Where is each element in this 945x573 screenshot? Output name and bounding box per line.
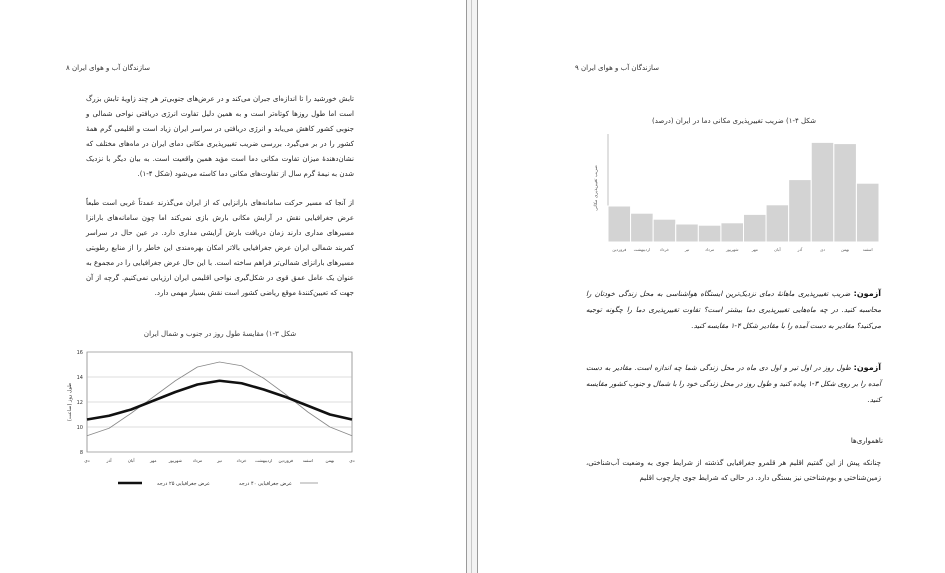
series-line: [87, 362, 352, 436]
activity-text: ضریب تغییرپذیری ماهانهٔ دمای نزدیک‌ترین ایستگاه هواشناسی به محل زندگی خودتان را محاسبه کنید. در چه ماه‌هایی تغییرپذیری دما بیشتر است؟ تفاوت تغییرپذیری دما را چگونه توجیه می‌کنید؟ مقادیر به دست آمده را با مقادیر شکل ۴-۱ مقایسه کنید.: [586, 290, 881, 330]
bar: [608, 206, 631, 242]
x-tick-label: شهریور: [725, 247, 739, 252]
bar: [676, 224, 699, 242]
y-tick-label: 10: [76, 425, 83, 431]
day-length-chart: [60, 340, 370, 505]
y-tick-label: 14: [76, 375, 83, 381]
bar: [811, 142, 834, 242]
x-tick-label: اسفند: [862, 247, 873, 252]
figure-caption: شکل ۳-۱) مقایسهٔ طول روز در جنوب و شمال ایران: [143, 330, 297, 338]
series-line: [87, 381, 352, 420]
activity-label: آزمون:: [853, 289, 881, 298]
bar: [721, 223, 744, 242]
x-tick-label: بهمن: [840, 247, 850, 252]
y-axis-label: ضریب تغییرپذیری مکانی: [594, 165, 599, 211]
x-tick-label: مهر: [150, 458, 157, 463]
x-tick-label: تیر: [684, 247, 690, 252]
x-tick-label: فروردین: [278, 458, 294, 463]
page-header: سازندگان آب و هوای ایران ۹: [575, 64, 659, 72]
x-tick-label: مرداد: [705, 247, 715, 252]
x-tick-label: خرداد: [236, 458, 247, 463]
right-page: [478, 0, 945, 573]
book-gutter: [466, 0, 478, 573]
x-tick-label: خرداد: [659, 247, 670, 252]
activity-label: آزمون:: [853, 363, 881, 372]
x-tick-label: فروردین: [612, 247, 627, 252]
x-tick-label: اردیبهشت: [255, 458, 273, 463]
figure-caption: شکل ۴-۱) ضریب تغییرپذیری مکانی دما در ایران (درصد): [651, 117, 817, 125]
x-tick-label: آبان: [774, 247, 781, 252]
activity-2: [586, 360, 881, 408]
x-tick-label: بهمن: [325, 458, 335, 463]
x-tick-label: اردیبهشت: [633, 247, 651, 252]
bar: [698, 225, 721, 242]
bar: [653, 219, 676, 242]
x-tick-label: آبان: [127, 458, 135, 463]
x-tick-label: آذر: [106, 458, 112, 463]
x-tick-label: دی: [84, 458, 90, 463]
section-subheading: ناهمواری‌ها: [850, 437, 883, 445]
paragraph: از آنجا که مسیر حرکت سامانه‌های بارانزایی که از ایران می‌گذرند عمدتاً غربی است طبعاً عرض جغرافیایی نقش در آرایش مکانی بارش بازی نمی‌کند اما چون سامانه‌های بارانزا مسیرهای مداری دارند زمان دریافت بارش آرایشی مداری دارد. در عین حال در سراسر کمربند شمالی ایران عرض جغرافیایی بالاتر امکان بهره‌مندی این خاطر را از منابع رطوبتی مسیرهای بارانزای شمالی‌تر فراهم ساخته است. با این حال عرض جغرافیایی را در مجموع به عنوان یک عامل عمق قوی در شکل‌گیری نواحی اقلیمی ایران ارزیابی نمی‌کنیم. گرچه از آن جهت که تعیین‌کنندهٔ موقع ریاضی کشور است نقش بسیار مهمی دارد.: [86, 199, 354, 297]
y-axis-label: طول روز (ساعت): [67, 382, 73, 422]
bar: [766, 205, 789, 242]
x-tick-label: مهر: [751, 247, 758, 252]
y-tick-label: 12: [76, 400, 83, 406]
paragraph: تابش خورشید را تا اندازه‌ای جبران می‌کند و در عرض‌های جنوبی‌تر هر چند زاویهٔ تابش بزرگ است اما طول روزها کوتاه‌تر است و به همین دلیل تفاوت انرژی دریافتی نواحی شمالی و جنوبی کشور کاهش می‌یابد و انرژی دریافتی در سراسر ایران زیاد است و اقلیمی گرم همهٔ کشور را در بر می‌گیرد. بررسی ضریب تغییرپذیری مکانی دمای ایران در ماه‌های مختلف که نشان‌دهندهٔ میزان تفاوت مکانی دما است مؤید همین واقعیت است. به بیان دیگر با نزدیک شدن به نیمهٔ گرم سال از تفاوت‌های مکانی دما کاسته می‌شود (شکل ۴-۱).: [86, 95, 354, 178]
left-page: [0, 0, 466, 573]
temperature-variability-chart: [583, 128, 883, 263]
legend-label: عرض جغرافیایی ۴۰ درجه: [239, 481, 292, 487]
x-tick-label: دی: [820, 247, 826, 252]
x-tick-label: آذر: [797, 247, 803, 252]
y-tick-label: 16: [76, 350, 83, 356]
bar: [834, 144, 857, 242]
x-tick-label: اسفند: [302, 458, 313, 463]
page-header: سازندگان آب و هوای ایران ۸: [66, 64, 150, 72]
paragraph: چنانکه پیش از این گفتیم اقلیم هر قلمرو جغرافیایی گذشته از شرایط جوی به وضعیت آب‌شناختی، زمین‌شناختی و بوم‌شناختی نیز بستگی دارد. در حالی که شرایط جوی چارچوب اقلیم: [586, 459, 881, 482]
legend-label: عرض جغرافیایی ۲۵ درجه: [157, 481, 210, 487]
activity-text: طول روز در اول تیر و اول دی ماه در محل زندگی شما چه اندازه است. مقادیر به دست آمده را بر روی شکل ۳-۱ پیاده کنید و طول روز در محل زندگی خود را با شمال و جنوب کشور مقایسه کنید.: [586, 364, 881, 404]
x-tick-label: دی: [349, 458, 355, 463]
x-tick-label: تیر: [217, 458, 222, 463]
x-tick-label: مرداد: [192, 458, 203, 463]
y-tick-label: 8: [79, 450, 83, 456]
x-tick-label: شهریور: [168, 458, 182, 463]
bar: [631, 213, 654, 242]
bar: [789, 180, 812, 242]
activity-1: [586, 286, 881, 334]
bar: [744, 214, 767, 242]
bar: [856, 183, 879, 242]
